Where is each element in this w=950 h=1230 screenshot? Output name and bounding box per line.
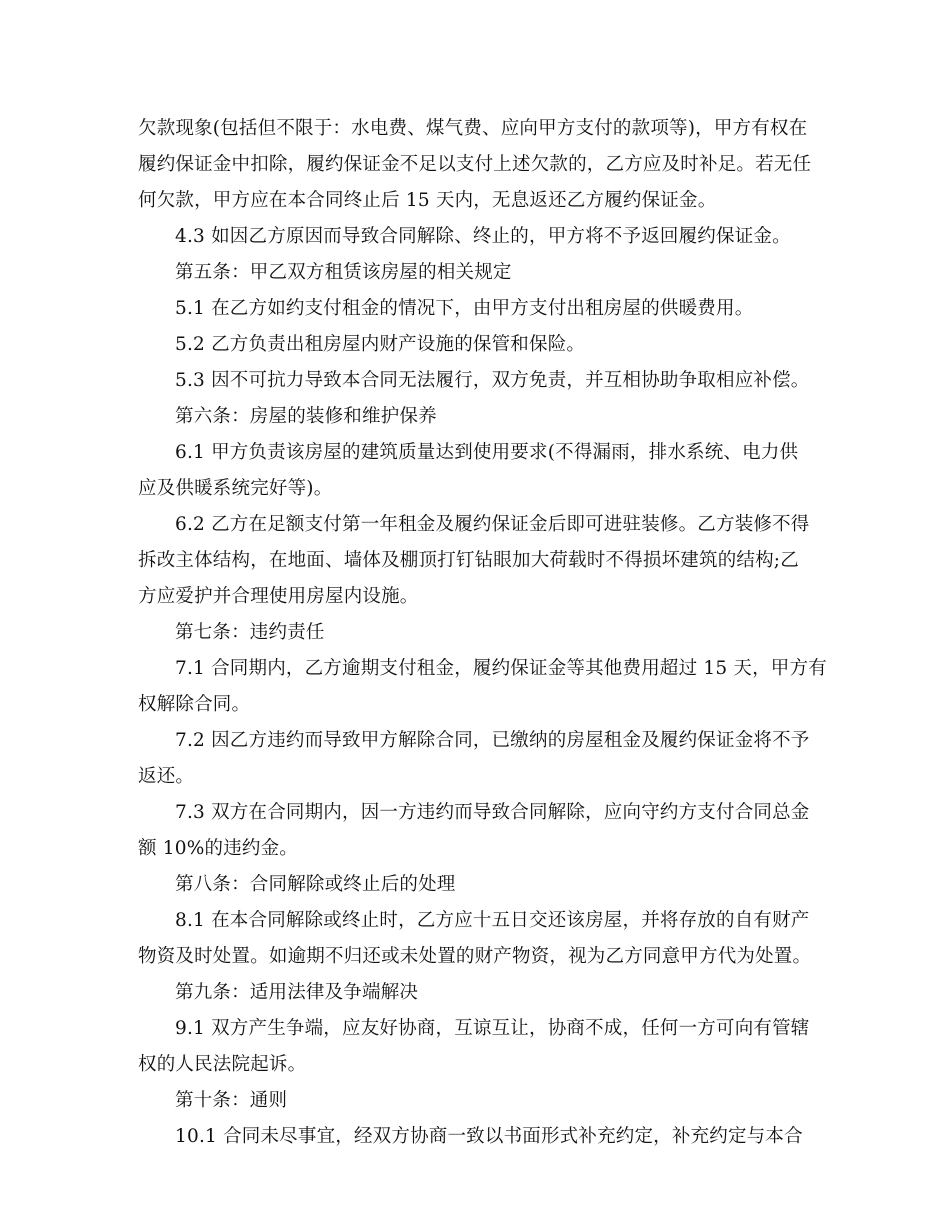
paragraph-line: 何欠款，甲方应在本合同终止后 15 天内，无息返还乙方履约保证金。 bbox=[138, 190, 717, 211]
paragraph-line: 方应爱护并合理使用房屋内设施。 bbox=[138, 586, 419, 607]
clause-5-2: 5.2 乙方负责出租房屋内财产设施的保管和保险。 bbox=[175, 334, 586, 355]
clause-7-1: 7.1 合同期内，乙方逾期支付租金，履约保证金等其他费用超过 15 天，甲方有 bbox=[175, 658, 827, 679]
clause-5-3: 5.3 因不可抗力导致本合同无法履行，双方免责，并互相协助争取相应补偿。 bbox=[175, 370, 810, 391]
clause-4-3: 4.3 如因乙方原因而导致合同解除、终止的，甲方将不予返回履约保证金。 bbox=[175, 226, 791, 247]
paragraph-line: 拆改主体结构，在地面、墙体及棚顶打钉钻眼加大荷载时不得损坏建筑的结构;乙 bbox=[138, 550, 799, 571]
clause-7-3: 7.3 双方在合同期内，因一方违约而导致合同解除，应向守约方支付合同总金 bbox=[175, 802, 810, 823]
clause-6-2: 6.2 乙方在足额支付第一年租金及履约保证金后即可进驻装修。乙方装修不得 bbox=[175, 514, 810, 535]
article-6-heading: 第六条：房屋的装修和维护保养 bbox=[175, 406, 437, 427]
paragraph-line: 额 10%的违约金。 bbox=[138, 838, 299, 859]
clause-5-1: 5.1 在乙方如约支付租金的情况下，由甲方支付出租房屋的供暖费用。 bbox=[175, 298, 754, 319]
article-7-heading: 第七条：违约责任 bbox=[175, 622, 325, 643]
paragraph-line: 欠款现象(包括但不限于：水电费、煤气费、应向甲方支付的款项等)，甲方有权在 bbox=[138, 118, 808, 139]
clause-8-1: 8.1 在本合同解除或终止时，乙方应十五日交还该房屋，并将存放的自有财产 bbox=[175, 910, 810, 931]
paragraph-line: 履约保证金中扣除，履约保证金不足以支付上述欠款的，乙方应及时补足。若无任 bbox=[138, 154, 812, 175]
clause-10-1: 10.1 合同未尽事宜，经双方协商一致以书面形式补充约定，补充约定与本合 bbox=[175, 1126, 803, 1147]
clause-6-1: 6.1 甲方负责该房屋的建筑质量达到使用要求(不得漏雨，排水系统、电力供 bbox=[175, 442, 799, 463]
paragraph-line: 应及供暖系统完好等)。 bbox=[138, 478, 333, 499]
clause-7-2: 7.2 因乙方违约而导致甲方解除合同，已缴纳的房屋租金及履约保证金将不予 bbox=[175, 730, 810, 751]
paragraph-line: 返还。 bbox=[138, 766, 195, 787]
article-8-heading: 第八条：合同解除或终止后的处理 bbox=[175, 874, 456, 895]
paragraph-line: 物资及时处置。如逾期不归还或未处置的财产物资，视为乙方同意甲方代为处置。 bbox=[138, 946, 812, 967]
clause-9-1: 9.1 双方产生争端，应友好协商，互谅互让，协商不成，任何一方可向有管辖 bbox=[175, 1018, 810, 1039]
paragraph-line: 权解除合同。 bbox=[138, 694, 251, 715]
paragraph-line: 权的人民法院起诉。 bbox=[138, 1054, 307, 1075]
article-10-heading: 第十条：通则 bbox=[175, 1090, 288, 1111]
article-9-heading: 第九条：适用法律及争端解决 bbox=[175, 982, 419, 1003]
article-5-heading: 第五条：甲乙双方租赁该房屋的相关规定 bbox=[175, 262, 512, 283]
